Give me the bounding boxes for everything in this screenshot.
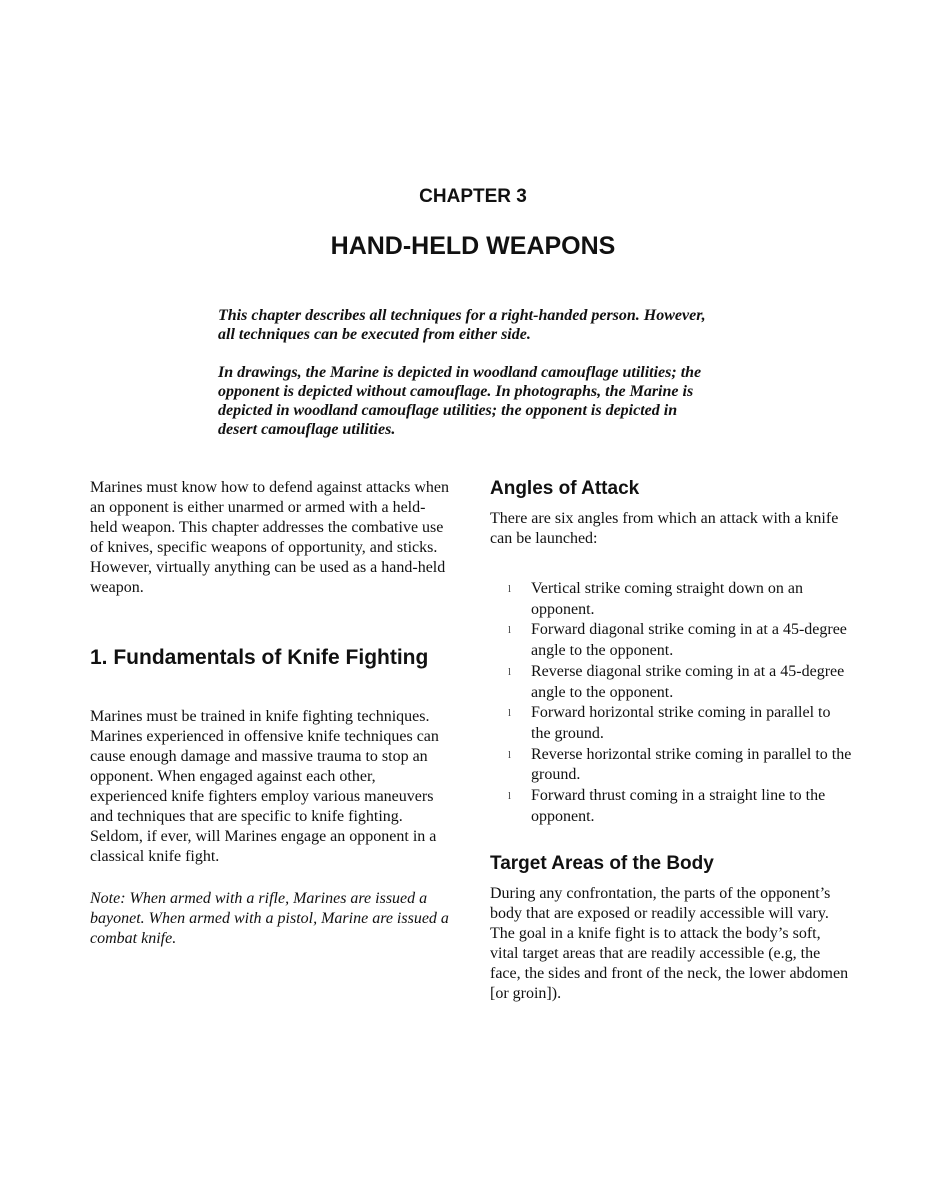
section-heading-fundamentals: 1. Fundamentals of Knife Fighting bbox=[90, 646, 429, 669]
note-paragraph: Note: When armed with a rifle, Marines are issued a bayonet. When armed with a pistol, Marine are issued a combat knife. bbox=[90, 890, 449, 947]
list-item-text: Vertical strike coming straight down on an opponent. bbox=[531, 580, 803, 618]
list-item-text: Reverse diagonal strike coming in at a 45-degree angle to the opponent. bbox=[531, 662, 845, 701]
angles-list bbox=[490, 579, 852, 827]
list-item bbox=[490, 786, 852, 827]
list-item bbox=[490, 745, 852, 786]
intro-note-1 bbox=[218, 306, 718, 344]
intro-note-2 bbox=[218, 363, 718, 439]
right-column bbox=[490, 478, 852, 1004]
list-item bbox=[490, 703, 852, 744]
bullet-icon: l bbox=[508, 748, 512, 761]
intro-paragraph: In drawings, the Marine is depicted in woodland camouflage utilities; the opponent is depicted without camouflage. In photographs, the Marine is depicted in woodland camouflage utilities; the opponent is depicted in desert camouflage utilities. bbox=[218, 364, 702, 438]
fundamentals-paragraph: Marines must be trained in knife fighting techniques. Marines experienced in offensive knife techniques can cause enough damage and massive trauma to stop an opponent. When engaged against each other, experienced knife fighters employ various maneuvers and techniques that are specific to knife fighting. Seldom, if ever, will Marines engage an opponent in a classical knife fight. bbox=[90, 708, 439, 865]
bullet-icon: l bbox=[508, 624, 512, 637]
target-areas-paragraph: During any confrontation, the parts of the opponent’s body that are exposed or readily accessible will vary. The goal in a knife fight is to attack the body’s soft, vital target areas that are readily accessible (e.g, the face, the sides and front of the neck, the lower abdomen [or groin]). bbox=[490, 885, 849, 1003]
heading-target-areas: Target Areas of the Body bbox=[490, 853, 714, 875]
list-item-text: Forward diagonal strike coming in at a 45-degree angle to the opponent. bbox=[531, 621, 847, 660]
chapter-label: CHAPTER 3 bbox=[419, 186, 527, 207]
list-item bbox=[490, 620, 852, 661]
bullet-icon: l bbox=[508, 790, 512, 803]
list-item-text: Forward horizontal strike coming in parallel to the ground. bbox=[531, 704, 831, 742]
bullet-icon: l bbox=[508, 707, 512, 720]
list-item-text: Reverse horizontal strike coming in parallel to the ground. bbox=[531, 745, 852, 784]
bullet-icon: l bbox=[508, 665, 512, 678]
left-column bbox=[90, 478, 452, 949]
list-item bbox=[490, 579, 852, 620]
bullet-icon: l bbox=[508, 583, 512, 595]
opening-paragraph: Marines must know how to defend against attacks when an opponent is either unarmed or armed with a held-held weapon. This chapter addresses the combative use of knives, specific weapons of opportunity, and sticks. However, virtually anything can be used as a hand-held weapon. bbox=[90, 479, 450, 596]
heading-angles-of-attack: Angles of Attack bbox=[490, 478, 640, 499]
intro-paragraph: This chapter describes all techniques for a right-handed person. However, all techniques can be executed from either side. bbox=[218, 307, 706, 343]
list-item-text: Forward thrust coming in a straight line to the opponent. bbox=[531, 787, 826, 825]
list-item bbox=[490, 662, 852, 703]
page-title: HAND-HELD WEAPONS bbox=[330, 232, 616, 260]
angles-intro: There are six angles from which an attack with a knife can be launched: bbox=[490, 510, 839, 547]
